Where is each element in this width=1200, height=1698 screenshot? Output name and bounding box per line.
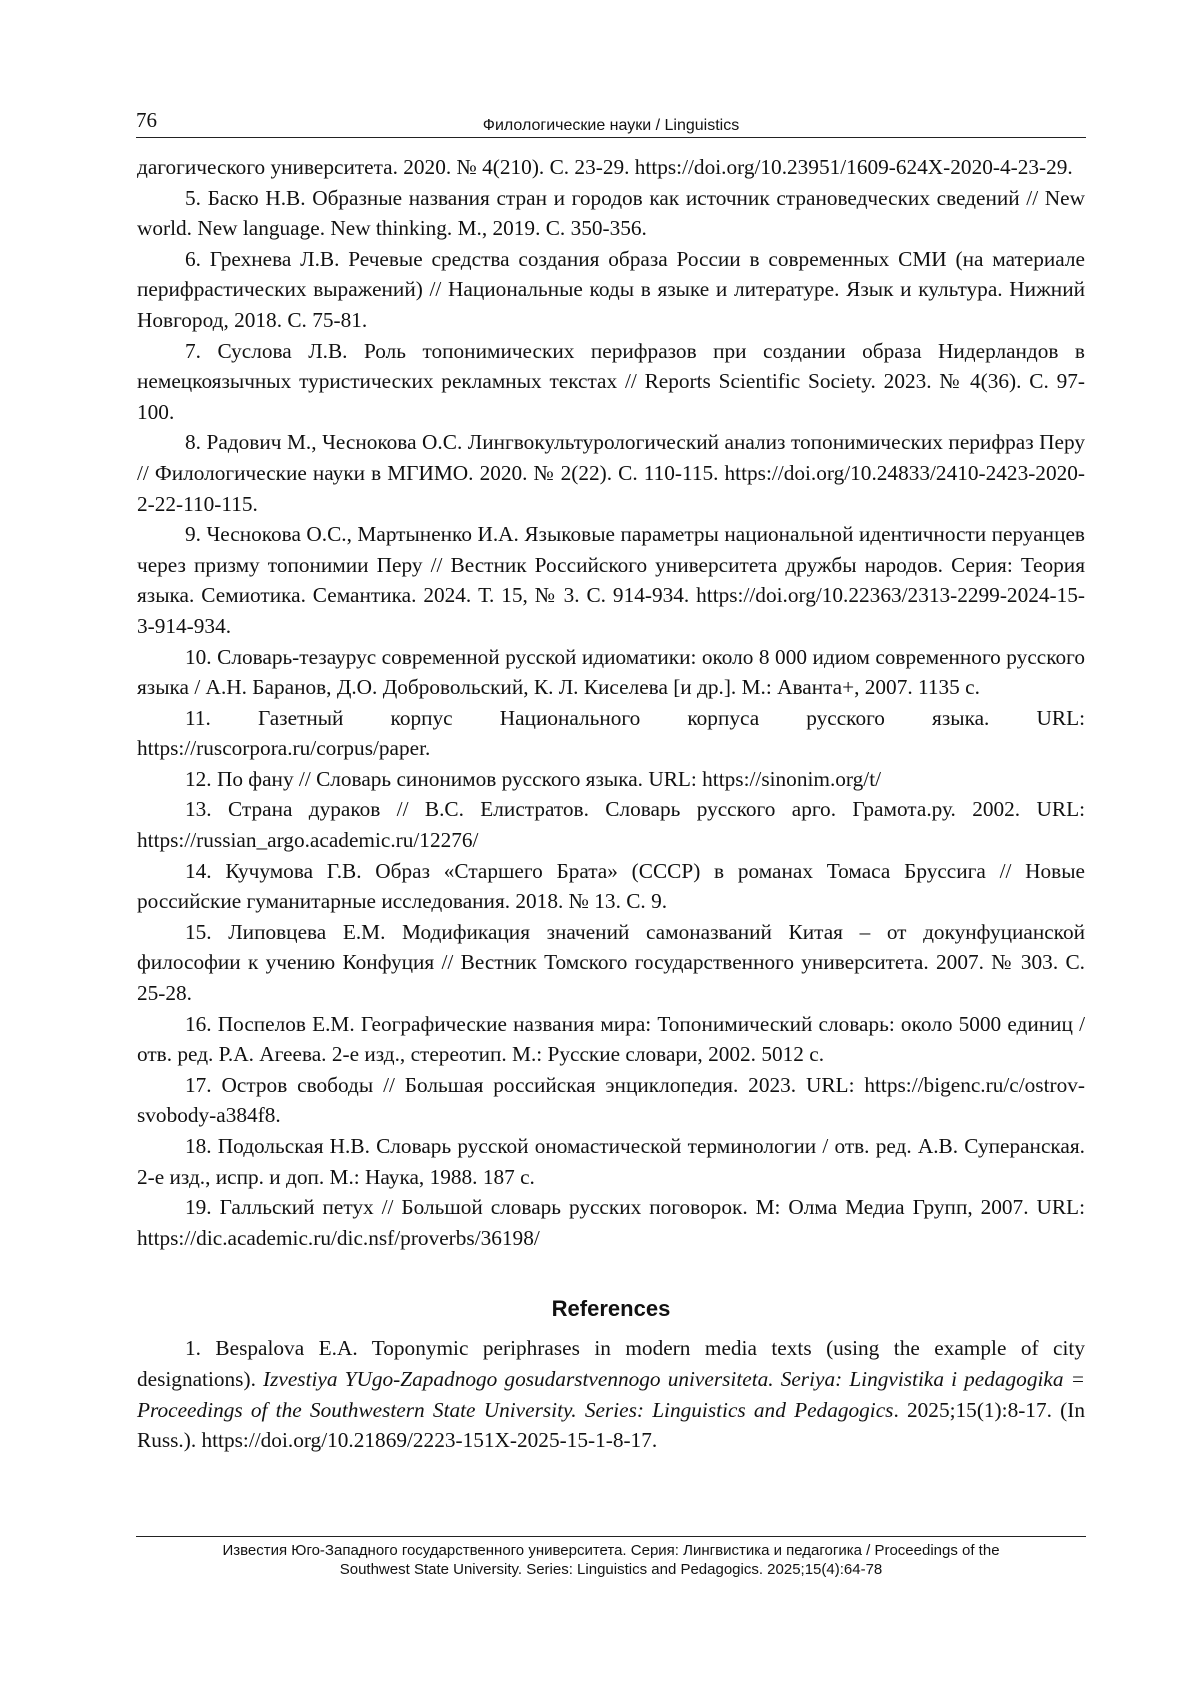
english-reference-source: Izvestiya YUgo-Zapadnogo gosudarstvennogo universiteta. Seriya: Lingvistika i pedagogika = Proceedings of the Southwestern State University. Series: Linguistics and Pedagogics <box>137 1366 1085 1422</box>
reference-item-16: 16. Поспелов Е.М. Географические названия мира: Топонимический словарь: около 5000 единиц / отв. ред. Р.А. Агеева. 2-е изд., стереотип. М.: Русские словари, 2002. 5012 с. <box>137 1011 1085 1067</box>
footer-rule <box>136 1536 1086 1537</box>
footer-line-1: Известия Юго-Западного государственного университета. Серия: Лингвистика и педагогика / Proceedings of the <box>222 1542 1000 1559</box>
reference-continuation: дагогического университета. 2020. № 4(210). С. 23-29. https://doi.org/10.23951/1609-624X-2020-4-23-29. <box>137 155 1073 179</box>
reference-item-7: 7. Суслова Л.В. Роль топонимических перифразов при создании образа Нидерландов в немецкоязычных туристических рекламных текстах // Reports Scientific Society. 2023. № 4(36). С. 97-100. <box>137 338 1085 424</box>
header-rule <box>136 137 1086 138</box>
english-reference-lead: 1. Bespalova E.A. Toponymic periphrases in modern media texts (using the example of city designations). <box>137 1336 1085 1391</box>
reference-item-8: 8. Радович М., Чеснокова О.С. Лингвокультурологический анализ топонимических перифраз Перу // Филологические науки в МГИМО. 2020. № 2(22). С. 110-115. https://doi.org/10.24833/2410-2423-2020-2-22-110-115. <box>137 430 1085 516</box>
reference-item-12: 12. По фану // Словарь синонимов русского языка. URL: https://sinonim.org/t/ <box>185 766 882 791</box>
reference-item-13: 13. Страна дураков // В.С. Елистратов. Словарь русского арго. Грамота.ру. 2002. URL: https://russian_argo.academic.ru/12276/ <box>137 797 1085 853</box>
running-header: Филологические науки / Linguistics <box>482 117 740 134</box>
reference-item-14: 14. Кучумова Г.В. Образ «Старшего Брата» (СССР) в романах Томаса Бруссига // Новые российские гуманитарные исследования. 2018. № 13. С. 9. <box>137 858 1085 914</box>
references-heading: References <box>551 1296 671 1322</box>
reference-item-6: 6. Грехнева Л.В. Речевые средства создания образа России в современных СМИ (на материале перифрастических выражений) // Национальные коды в языке и литературе. Язык и культура. Нижний Новгород, 2018. С. 75-81. <box>137 246 1085 332</box>
reference-item-9: 9. Чеснокова О.С., Мартыненко И.А. Языковые параметры национальной идентичности перуанцев через призму топонимии Перу // Вестник Российского университета дружбы народов. Серия: Теория языка. Семиотика. Семантика. 2024. Т. 15, № 3. С. 914-934. https://doi.org/10.22363/2313-2299-2024-15-3-914-934. <box>137 522 1085 638</box>
journal-footer <box>136 1541 1086 1579</box>
english-reference-item-1 <box>137 1333 1085 1455</box>
reference-item-15: 15. Липовцева Е.М. Модификация значений самоназваний Китая – от докунфуцианской философии к учению Конфуция // Вестник Томского государственного университета. 2007. № 303. С. 25-28. <box>137 919 1085 1006</box>
page-number: 76 <box>136 108 157 132</box>
footer-line-2: Southwest State University. Series: Linguistics and Pedagogics. 2025;15(4):64-78 <box>339 1561 883 1578</box>
reference-item-11: 11. Газетный корпус Национального корпуса русского языка. URL: https://ruscorpora.ru/corpus/paper. <box>137 705 1085 761</box>
reference-item-17: 17. Остров свободы // Большая российская энциклопедия. 2023. URL: https://bigenc.ru/c/ostrov-svobody-a384f8. <box>137 1072 1085 1128</box>
english-reference-tail: . 2025;15(1):8-17. (In Russ.). https://doi.org/10.21869/2223-151X-2025-15-1-8-17. <box>137 1397 1085 1453</box>
reference-item-18: 18. Подольская Н.В. Словарь русской ономастической терминологии / отв. ред. А.В. Суперанская. 2-е изд., испр. и доп. М.: Наука, 1988. 187 с. <box>137 1134 1085 1189</box>
reference-item-10: 10. Словарь-тезаурус современной русской идиоматики: около 8 000 идиом современного русского языка / А.Н. Баранов, Д.О. Добровольский, К. Л. Киселева [и др.]. М.: Аванта+, 2007. 1135 с. <box>137 644 1085 700</box>
reference-item-19: 19. Галльский петух // Большой словарь русских поговорок. М: Олма Медиа Групп, 2007. URL: https://dic.academic.ru/dic.nsf/proverbs/36198/ <box>137 1195 1085 1250</box>
reference-item-5: 5. Баско Н.В. Образные названия стран и городов как источник страноведческих сведений // New world. New language. New thinking. М., 2019. С. 350-356. <box>137 185 1085 241</box>
body-text <box>137 152 1085 1456</box>
